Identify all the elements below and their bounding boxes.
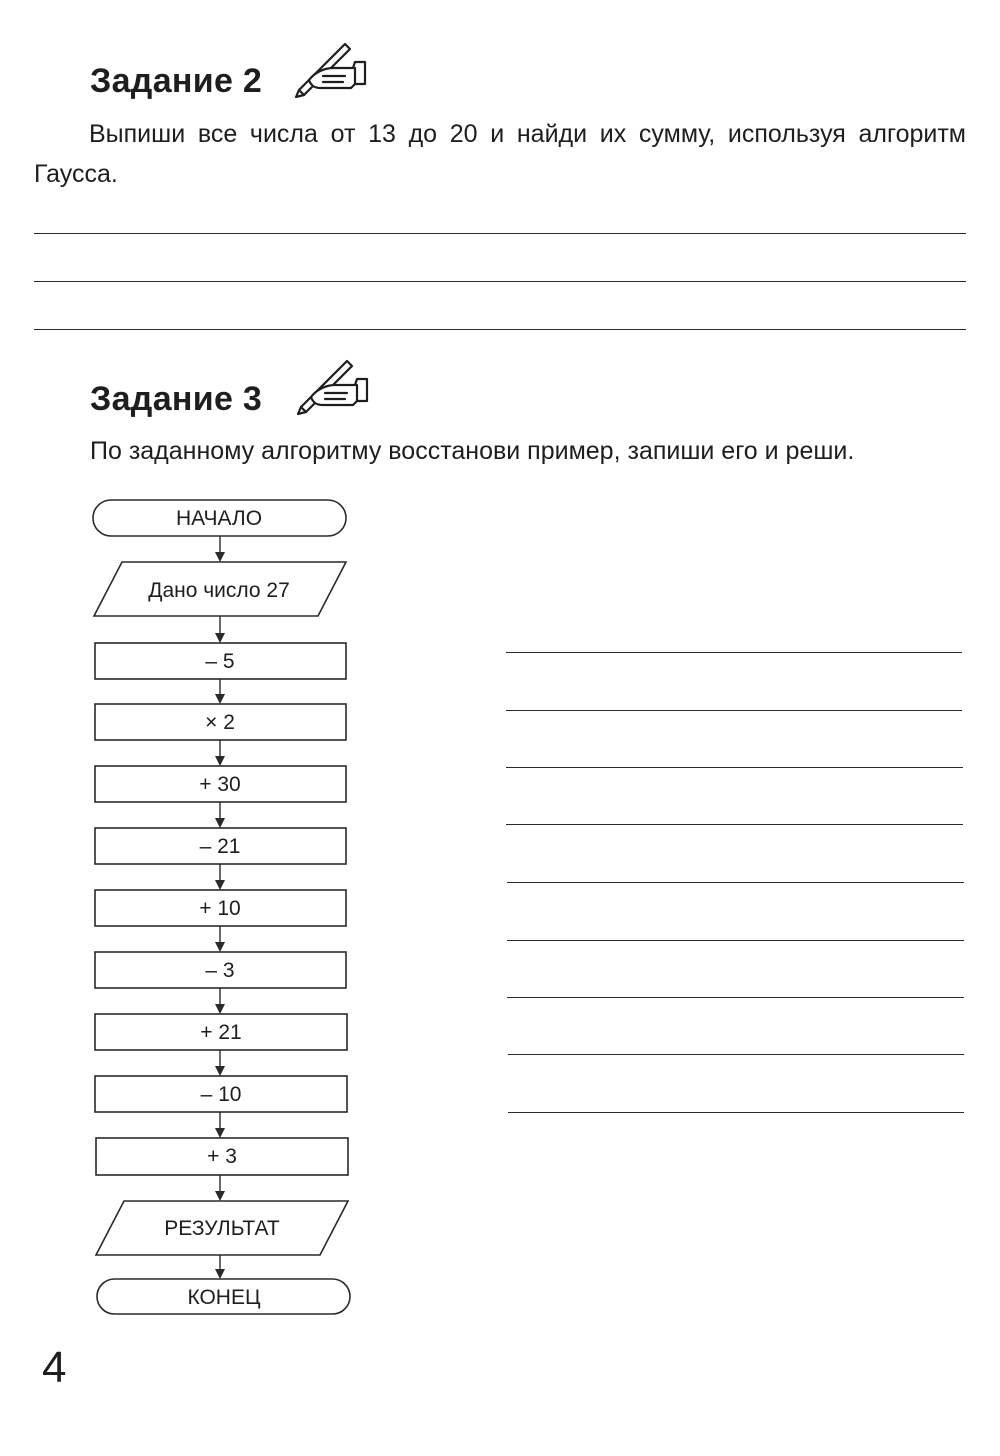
flowchart-step-label: + 3	[207, 1145, 237, 1168]
answer-line[interactable]	[506, 767, 963, 768]
answer-line[interactable]	[508, 1054, 964, 1055]
flowchart-start-label: НАЧАЛО	[175, 507, 263, 530]
answer-line[interactable]	[506, 652, 962, 653]
flowchart-step	[95, 828, 346, 864]
flowchart-step-label: – 21	[199, 835, 241, 858]
flowchart-input-label: Дано число 27	[148, 579, 290, 602]
flowchart-step-label: – 10	[200, 1083, 242, 1106]
flowchart-end	[97, 1279, 350, 1314]
answer-line[interactable]	[506, 824, 963, 825]
flowchart-step	[95, 1076, 347, 1112]
flowchart-step-label: – 5	[205, 650, 235, 673]
answer-line[interactable]	[506, 710, 962, 711]
task3-title: Задание 3	[90, 380, 263, 418]
answer-line[interactable]	[507, 997, 964, 998]
flowchart-step	[95, 766, 346, 802]
flowchart-step-label: × 2	[205, 711, 235, 734]
task3-text: По заданному алгоритму восстанови пример, запиши его и реши.	[90, 437, 855, 465]
answer-line[interactable]	[508, 1112, 964, 1113]
flowchart-step	[95, 890, 346, 926]
flowchart-step	[95, 704, 346, 740]
flowchart-input	[94, 562, 346, 616]
task2-text: Выпиши все числа от 13 до 20 и найди их сумму, используя алгоритм Гаусса.	[34, 120, 966, 188]
flowchart-step	[96, 1138, 348, 1175]
task2-title: Задание 2	[90, 62, 263, 100]
flowchart-step-label: – 3	[205, 959, 235, 982]
flowchart-step-label: + 30	[199, 773, 241, 796]
flowchart-step-label: + 21	[200, 1021, 242, 1044]
answer-line[interactable]	[507, 940, 964, 941]
flowchart-step	[95, 952, 346, 988]
flowchart-output-label: РЕЗУЛЬТАТ	[164, 1217, 280, 1240]
flowchart-output	[96, 1201, 348, 1255]
flowchart-step	[95, 643, 346, 679]
flowchart-step-label: + 10	[199, 897, 241, 920]
flowchart-end-label: КОНЕЦ	[187, 1286, 261, 1309]
answer-line[interactable]	[507, 882, 964, 883]
flowchart-step	[95, 1014, 347, 1050]
page-number: 4	[42, 1343, 67, 1392]
flowchart-start	[93, 500, 346, 536]
